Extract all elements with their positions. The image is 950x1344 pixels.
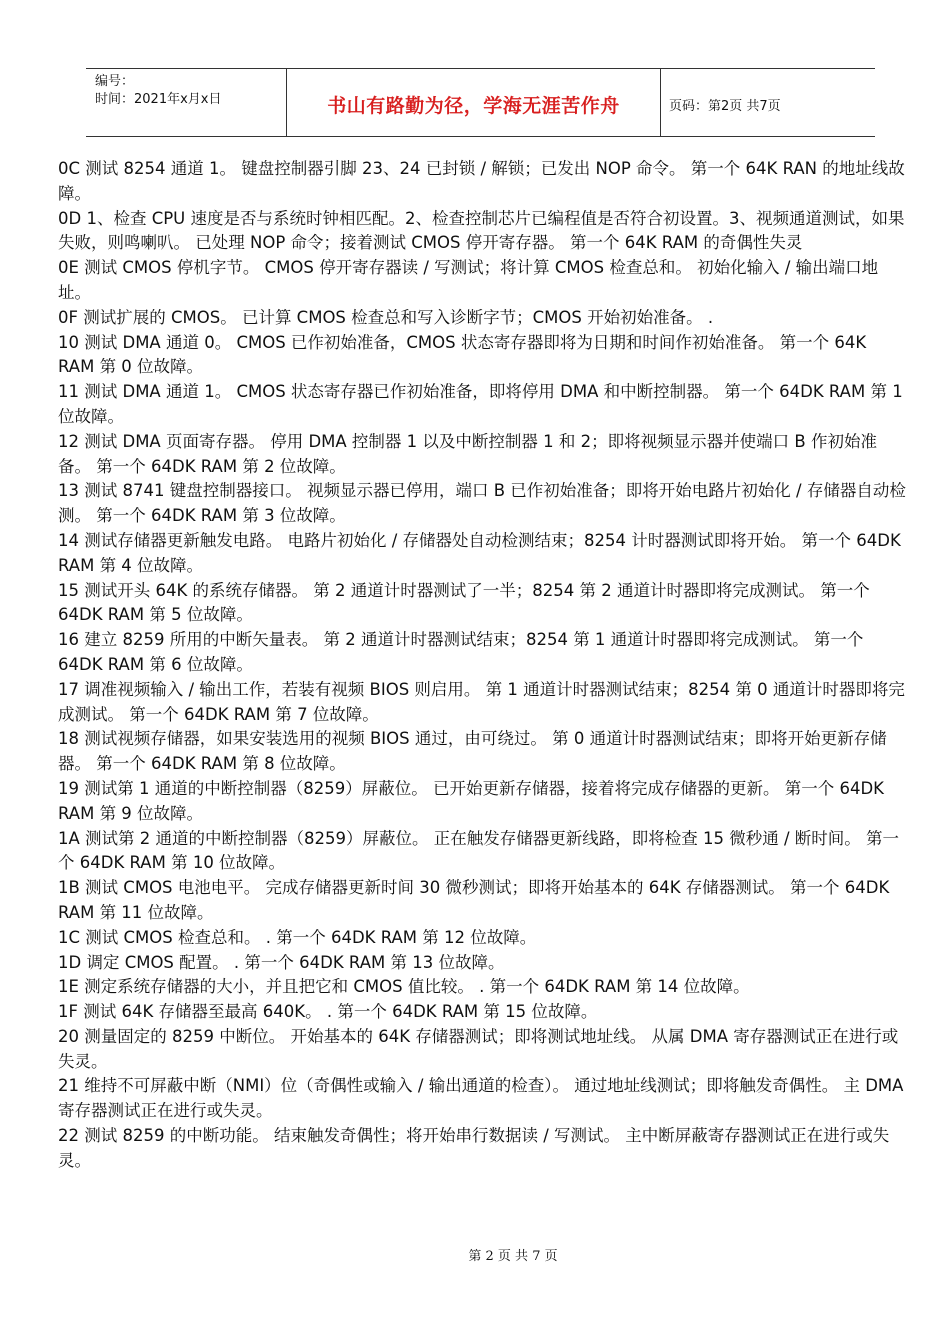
page-footer xyxy=(0,1245,950,1264)
post-code-entry: 12 测试 DMA 页面寄存器。 停用 DMA 控制器 1 以及中断控制器 1 和 2；即将视频显示器并使端口 B 作初始准备。 第一个 64DK RAM 第 2 位故障。 xyxy=(58,431,877,476)
post-code-entry: 1A 测试第 2 通道的中断控制器（8259）屏蔽位。 正在触发存储器更新线路，即将检查 15 微秒通 / 断时间。 第一个 64DK RAM 第 10 位故障。 xyxy=(58,828,900,873)
post-code-entry: 17 调准视频输入 / 输出工作，若装有视频 BIOS 则启用。 第 1 通道计时器测试结束；8254 第 0 通道计时器即将完成测试。 第一个 64DK RAM 第 7 位故障。 xyxy=(58,679,905,724)
header-page-cell xyxy=(661,69,875,136)
page-label: 页码：第2页 共7页 xyxy=(669,98,781,114)
post-code-entry: 19 测试第 1 通道的中断控制器（8259）屏蔽位。 已开始更新存储器，接着将完成存储器的更新。 第一个 64DK RAM 第 9 位故障。 xyxy=(58,778,884,823)
post-code-entry: 22 测试 8259 的中断功能。 结束触发奇偶性；将开始串行数据读 / 写测试。 主中断屏蔽寄存器测试正在进行或失灵。 xyxy=(58,1126,890,1170)
post-code-entry: 15 测试开头 64K 的系统存储器。 第 2 通道计时器测试了一半；8254 第 2 通道计时器即将完成测试。 第一个 64DK RAM 第 5 位故障。 xyxy=(58,580,870,625)
header-motto-cell xyxy=(287,69,661,136)
post-code-entry: 18 测试视频存储器，如果安装选用的视频 BIOS 通过，由可绕过。 第 0 通道计时器测试结束；即将开始更新存储器。 第一个 64DK RAM 第 8 位故障。 xyxy=(58,729,887,774)
post-code-entry: 1E 测定系统存储器的大小，并且把它和 CMOS 值比较。 . 第一个 64DK RAM 第 14 位故障。 xyxy=(58,977,750,997)
document-body xyxy=(58,157,906,1174)
header-meta-cell xyxy=(86,69,287,136)
post-code-entry: 0D 1、检查 CPU 速度是否与系统时钟相匹配。2、检查控制芯片已编程值是否符合初设置。3、视频通道测试，如果失败，则鸣喇叭。 已处理 NOP 命令；接着测试 CMOS 停开寄存器。 第一个 64K RAM 的奇偶性失灵 xyxy=(58,208,905,253)
post-code-entry: 16 建立 8259 所用的中断矢量表。 第 2 通道计时器测试结束；8254 第 1 通道计时器即将完成测试。 第一个 64DK RAM 第 6 位故障。 xyxy=(58,630,864,674)
post-code-entry: 0E 测试 CMOS 停机字节。 CMOS 停开寄存器读 / 写测试；将计算 CMOS 检查总和。 初始化输入 / 输出端口地址。 xyxy=(58,258,879,302)
post-code-entry: 0C 测试 8254 通道 1。 键盘控制器引脚 23、24 已封锁 / 解锁；已发出 NOP 命令。 第一个 64K RAN 的地址线故障。 xyxy=(58,159,905,203)
post-code-entry: 20 测量固定的 8259 中断位。 开始基本的 64K 存储器测试；即将测试地址线。 从属 DMA 寄存器测试正在进行或失灵。 xyxy=(58,1026,899,1071)
post-code-entry: 1B 测试 CMOS 电池电平。 完成存储器更新时间 30 微秒测试；即将开始基本的 64K 存储器测试。 第一个 64DK RAM 第 11 位故障。 xyxy=(58,878,890,922)
time-label: 时间：2021年x月x日 xyxy=(95,92,222,107)
post-code-entry: 1C 测试 CMOS 检查总和。 . 第一个 64DK RAM 第 12 位故障。 xyxy=(58,927,537,947)
number-label: 编号： xyxy=(95,74,135,89)
post-code-entry: 13 测试 8741 键盘控制器接口。 视频显示器已停用，端口 B 已作初始准备；即将开始电路片初始化 / 存储器自动检测。 第一个 64DK RAM 第 3 位故障。 xyxy=(58,481,906,526)
motto-text: 书山有路勤为径，学海无涯苦作舟 xyxy=(327,95,620,117)
post-code-entry: 11 测试 DMA 通道 1。 CMOS 状态寄存器已作初始准备，即将停用 DMA 和中断控制器。 第一个 64DK RAM 第 1 位故障。 xyxy=(58,382,903,426)
post-code-entry: 10 测试 DMA 通道 0。 CMOS 已作初始准备，CMOS 状态寄存器即将为日期和时间作初始准备。 第一个 64K RAM 第 0 位故障。 xyxy=(58,332,867,377)
post-code-entry: 14 测试存储器更新触发电路。 电路片初始化 / 存储器处自动检测结束；8254 计时器测试即将开始。 第一个 64DK RAM 第 4 位故障。 xyxy=(58,530,901,575)
post-code-entry: 21 维持不可屏蔽中断（NMI）位（奇偶性或输入 / 输出通道的检查）。 通过地址线测试；即将触发奇偶性。 主 DMA 寄存器测试正在进行或失灵。 xyxy=(58,1076,904,1121)
post-code-entry: 1D 调定 CMOS 配置。 . 第一个 64DK RAM 第 13 位故障。 xyxy=(58,952,505,972)
post-code-entry: 1F 测试 64K 存储器至最高 640K。 . 第一个 64DK RAM 第 15 位故障。 xyxy=(58,1002,598,1022)
post-code-entry: 0F 测试扩展的 CMOS。 已计算 CMOS 检查总和写入诊断字节；CMOS 开始初始准备。 . xyxy=(58,307,714,327)
footer-page-number: 第 2 页 共 7 页 xyxy=(468,1249,558,1264)
page-header xyxy=(86,68,875,137)
